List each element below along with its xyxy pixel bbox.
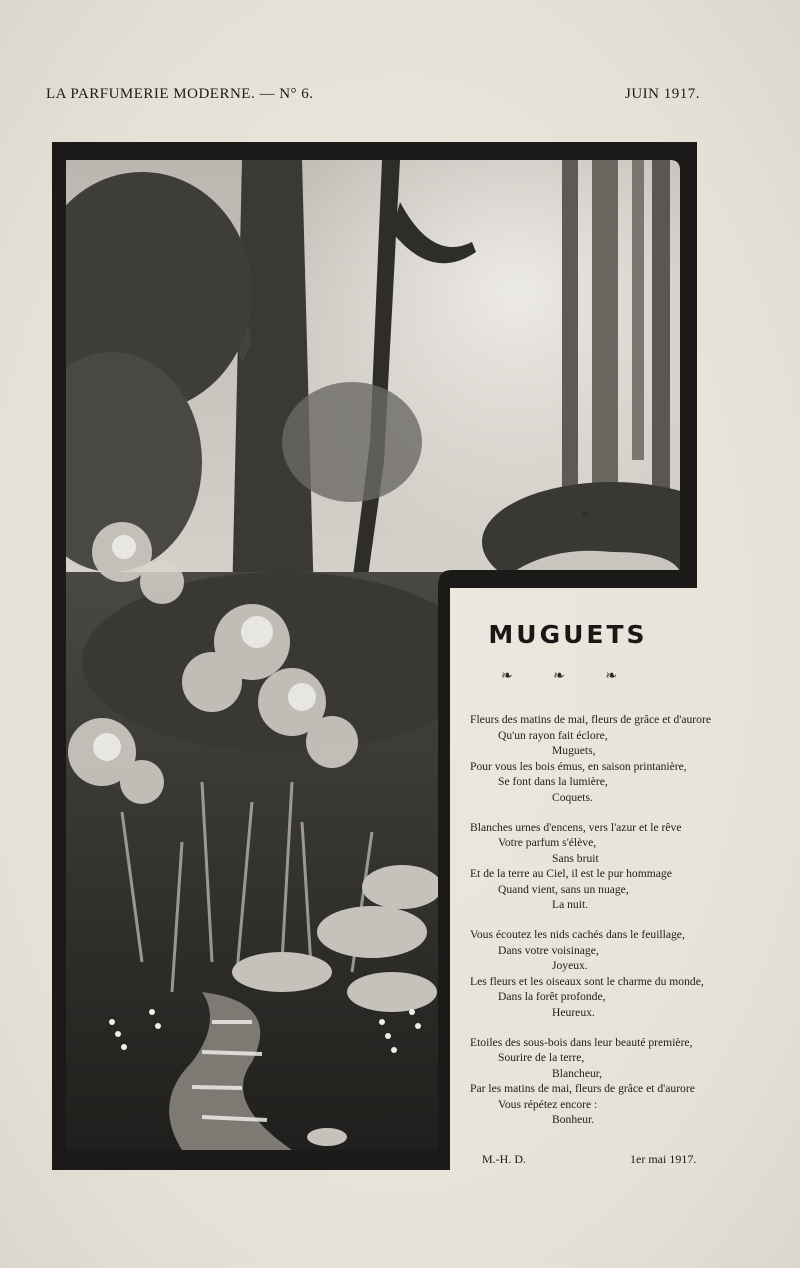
author-initials: M.-H. D. bbox=[482, 1152, 526, 1166]
poem-line: Vous répétez encore : bbox=[498, 1097, 598, 1111]
poem-title: MUGUETS bbox=[488, 620, 648, 649]
stanza bbox=[462, 712, 722, 805]
poem-line: Fleurs des matins de mai, fleurs de grâce et d'aurore bbox=[470, 713, 711, 726]
poem-line: Muguets, bbox=[552, 744, 596, 757]
poem-line: Bonheur. bbox=[552, 1113, 595, 1126]
issue-date: JUIN 1917. bbox=[625, 86, 700, 102]
poem-line: Et de la terre au Ciel, il est le pur hommage bbox=[470, 867, 672, 880]
poem-line: Blanches urnes d'encens, vers l'azur et le rêve bbox=[470, 820, 682, 834]
ornament-divider: ❧ ❧ ❧ bbox=[500, 668, 636, 684]
poem-line: Dans votre voisinage, bbox=[498, 943, 599, 957]
poem-line: Sourire de la terre, bbox=[498, 1051, 585, 1064]
artist-signature-icon: ✒ bbox=[579, 507, 591, 522]
stanza bbox=[462, 820, 722, 913]
poem-line: Quand vient, sans un nuage, bbox=[498, 882, 629, 896]
poem-line: Les fleurs et les oiseaux sont le charme du monde, bbox=[470, 974, 704, 988]
poem-line: Coquets. bbox=[552, 790, 593, 804]
running-header bbox=[46, 86, 700, 110]
stanza bbox=[462, 927, 722, 1020]
poem-line: Par les matins de mai, fleurs de grâce et d'aurore bbox=[470, 1082, 695, 1095]
poem-line: Heureux. bbox=[552, 1005, 595, 1019]
poem-date: 1er mai 1917. bbox=[630, 1152, 697, 1166]
poem-line: Joyeux. bbox=[552, 959, 588, 972]
poem-line: Votre parfum s'élève, bbox=[498, 836, 597, 849]
poem-line: La nuit. bbox=[552, 898, 589, 911]
poem-line: Dans la forêt profonde, bbox=[498, 990, 606, 1003]
poem-line: Qu'un rayon fait éclore, bbox=[498, 728, 608, 742]
poem-line: Vous écoutez les nids cachés dans le feuillage, bbox=[470, 928, 685, 941]
journal-name: LA PARFUMERIE MODERNE. — N° 6. bbox=[46, 86, 314, 102]
poem-line: Sans bruit bbox=[552, 851, 599, 865]
poem-line: Se font dans la lumière, bbox=[498, 775, 608, 788]
poem-line: Blancheur, bbox=[552, 1066, 603, 1080]
poem-body bbox=[462, 712, 722, 1142]
poem-line: Etoiles des sous-bois dans leur beauté première, bbox=[470, 1035, 693, 1049]
stanza bbox=[462, 1035, 722, 1128]
poem-line: Pour vous les bois émus, en saison printanière, bbox=[470, 759, 687, 773]
